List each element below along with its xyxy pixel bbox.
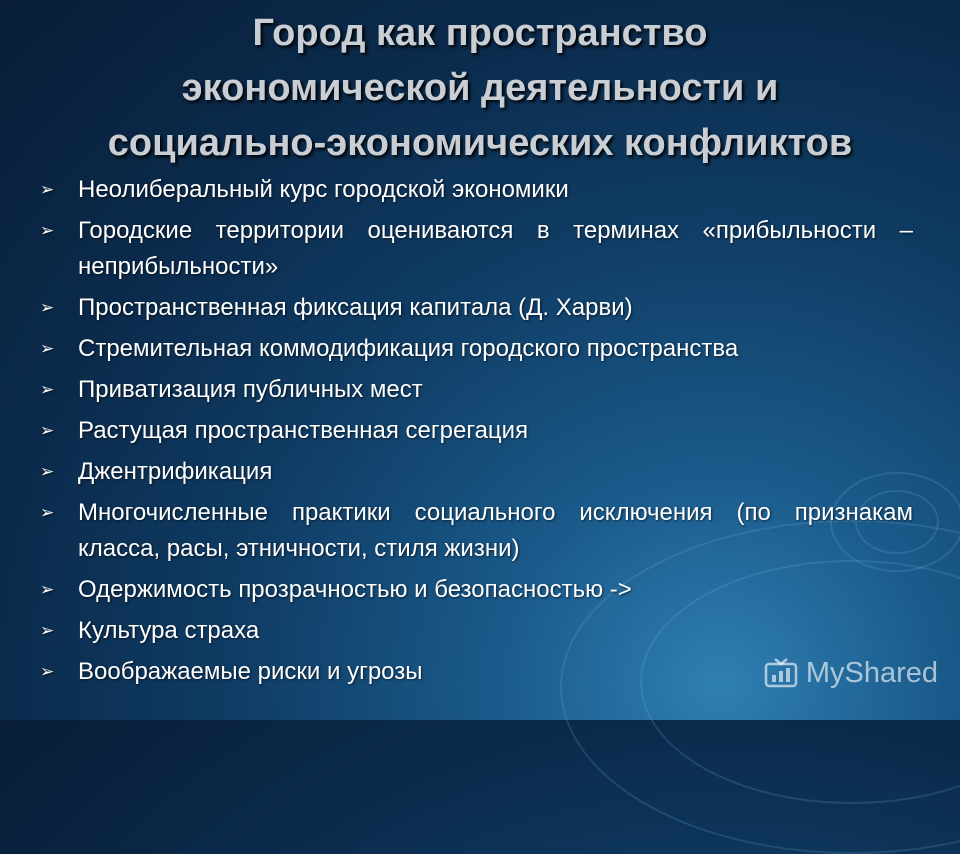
arrowhead-bullet-icon: ➢ (40, 298, 55, 317)
arrowhead-bullet-icon: ➢ (40, 380, 55, 399)
bullet-text: Культура страха (78, 617, 260, 644)
arrowhead-bullet-icon: ➢ (40, 662, 55, 681)
watermark (764, 657, 938, 690)
title-line: социально-экономических конфликтов (107, 122, 853, 164)
bullet-item (38, 290, 913, 326)
slide-title (40, 6, 920, 171)
arrowhead-bullet-icon: ➢ (40, 621, 55, 640)
bullet-text: Одержимость прозрачностью и безопасностью -> (78, 576, 632, 603)
bullet-item (38, 454, 913, 490)
arrowhead-bullet-icon: ➢ (40, 503, 55, 522)
arrowhead-bullet-icon: ➢ (40, 580, 55, 599)
bullet-item (38, 331, 913, 367)
bullet-text: Неолиберальный курс городской экономики (78, 176, 569, 203)
watermark-text: MyShared (805, 657, 938, 689)
bullet-item (38, 495, 913, 567)
bullet-item (38, 372, 913, 408)
arrowhead-bullet-icon: ➢ (40, 421, 55, 440)
bullet-text: Воображаемые риски и угрозы (78, 658, 423, 685)
bullet-text: Пространственная фиксация капитала (Д. Харви) (78, 294, 633, 321)
myshared-logo-icon (764, 658, 798, 690)
bullet-item (38, 572, 913, 608)
bullet-text: Многочисленные практики социального исключения (по признакам класса, расы, этничности, стиля жизни) (78, 499, 913, 562)
title-line: экономической деятельности и (181, 67, 779, 109)
bullet-list (38, 172, 913, 695)
bullet-text: Приватизация публичных мест (78, 376, 423, 403)
arrowhead-bullet-icon: ➢ (40, 339, 55, 358)
bullet-text: Джентрификация (78, 458, 273, 485)
bullet-text: Городские территории оцениваются в терминах «прибыльности – неприбыльности» (78, 217, 913, 280)
bullet-text: Стремительная коммодификация городского пространства (78, 335, 739, 362)
arrowhead-bullet-icon: ➢ (40, 221, 55, 240)
arrowhead-bullet-icon: ➢ (40, 180, 55, 199)
bullet-item (38, 613, 913, 649)
bullet-item (38, 413, 913, 449)
bullet-text: Растущая пространственная сегрегация (78, 417, 529, 444)
arrowhead-bullet-icon: ➢ (40, 462, 55, 481)
bullet-item (38, 172, 913, 208)
bullet-item (38, 213, 913, 285)
title-line: Город как пространство (252, 12, 708, 54)
